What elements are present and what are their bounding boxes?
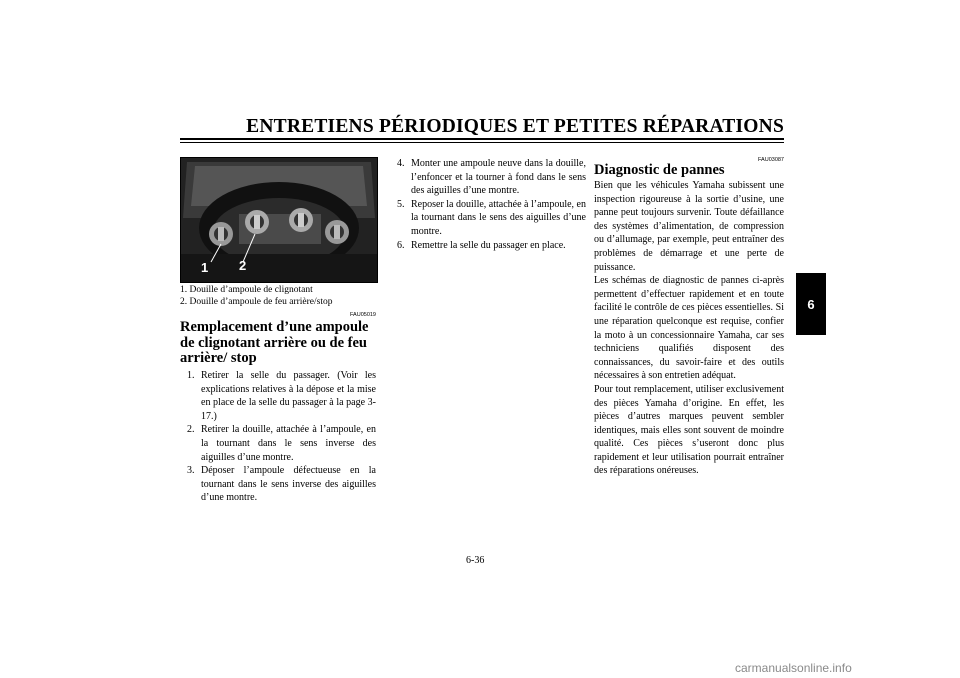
step-number: 2. bbox=[187, 424, 195, 436]
header-rule-thick bbox=[180, 138, 784, 140]
step-item bbox=[187, 423, 376, 464]
step-number: 3. bbox=[187, 465, 195, 477]
step-text: Reposer la douille, attachée à l’ampoule, en la tournant dans le sens des aiguilles d’une montre. bbox=[411, 198, 586, 237]
paragraph: Bien que les véhicules Yamaha subissent une inspection rigoureuse à la sortie d’usine, une panne peut toujours survenir. Toute défaillance des systèmes d’alimentation, de compression ou d’allumage, par exemple, peut entraîner des problèmes de démarrage et une perte de puissance. bbox=[594, 180, 784, 273]
step-item bbox=[397, 198, 586, 239]
page-header-title: ENTRETIENS PÉRIODIQUES ET PETITES RÉPARATIONS bbox=[246, 116, 784, 137]
caption-line: 1. Douille d’ampoule de clignotant bbox=[180, 285, 313, 295]
right-socket bbox=[325, 220, 349, 244]
step-number: 5. bbox=[397, 198, 405, 210]
watermark: carmanualsonline.info bbox=[735, 661, 852, 675]
step-item bbox=[397, 239, 586, 253]
step-number: 6. bbox=[397, 239, 405, 251]
section-title: Remplacement d’une ampoule de clignotant arrière ou de feu arrière/ stop bbox=[180, 319, 369, 366]
section-title: Diagnostic de pannes bbox=[594, 162, 725, 178]
step-text: Remettre la selle du passager en place. bbox=[411, 239, 566, 251]
step-number: 4. bbox=[397, 158, 405, 169]
chapter-tab: 6 bbox=[796, 273, 826, 335]
center-right-socket bbox=[289, 208, 313, 232]
left-socket bbox=[209, 222, 233, 246]
callout-1: 1 bbox=[201, 260, 209, 275]
callout-2: 2 bbox=[239, 258, 247, 273]
page-number: 6-36 bbox=[466, 555, 485, 566]
header-rule-thin bbox=[180, 142, 784, 143]
step-number: 1. bbox=[187, 370, 195, 381]
step-text: Monter une ampoule neuve dans la douille, l’enfoncer et la tourner à fond dans le sens des aiguilles d’une montre. bbox=[411, 158, 586, 197]
step-text: Déposer l’ampoule défectueuse en la tournant dans le sens inverse des aiguilles d’une montre. bbox=[201, 465, 376, 504]
section-body bbox=[594, 179, 784, 478]
figure-caption bbox=[180, 284, 332, 308]
section-code: FAU03087 bbox=[758, 157, 784, 163]
paragraph: Les schémas de diagnostic de pannes ci-après permettent d’effectuer rapidement et en toute facilité le contrôle de ces pièces essentielles. Si une réparation quelconque est requise, confier la moto à un concessionnaire Yamaha, car ses techniciens qualifiés disposent des connaissances, du savoir-faire et des outils nécessaires à son entretien adéquat. bbox=[594, 275, 784, 382]
step-item bbox=[187, 464, 376, 505]
step-text: Retirer la douille, attachée à l’ampoule, en la tournant dans le sens inverse des aiguilles d’une montre. bbox=[201, 424, 376, 463]
section-code: FAU05019 bbox=[350, 312, 376, 318]
center-left-socket bbox=[245, 210, 269, 234]
tail-light-figure bbox=[180, 157, 378, 283]
step-item bbox=[397, 157, 586, 198]
caption-line: 2. Douille d’ampoule de feu arrière/stop bbox=[180, 297, 333, 307]
step-item bbox=[187, 369, 376, 423]
paragraph: Pour tout remplacement, utiliser exclusivement des pièces Yamaha d’origine. En effet, les pièces d’autres marques peuvent sembler identiques, mais elles sont souvent de moindre qualité. Ces pièces s’useront donc plus rapidement et leur utilisation pourrait entraîner des réparations onéreuses. bbox=[594, 383, 784, 477]
tail-light-photo bbox=[181, 158, 377, 282]
step-text: Retirer la selle du passager. (Voir les explications relatives à la dépose et la mise en place de la selle du passager à la page 3-17.) bbox=[201, 370, 376, 422]
step-list-continued bbox=[397, 157, 586, 252]
step-list bbox=[187, 369, 376, 505]
